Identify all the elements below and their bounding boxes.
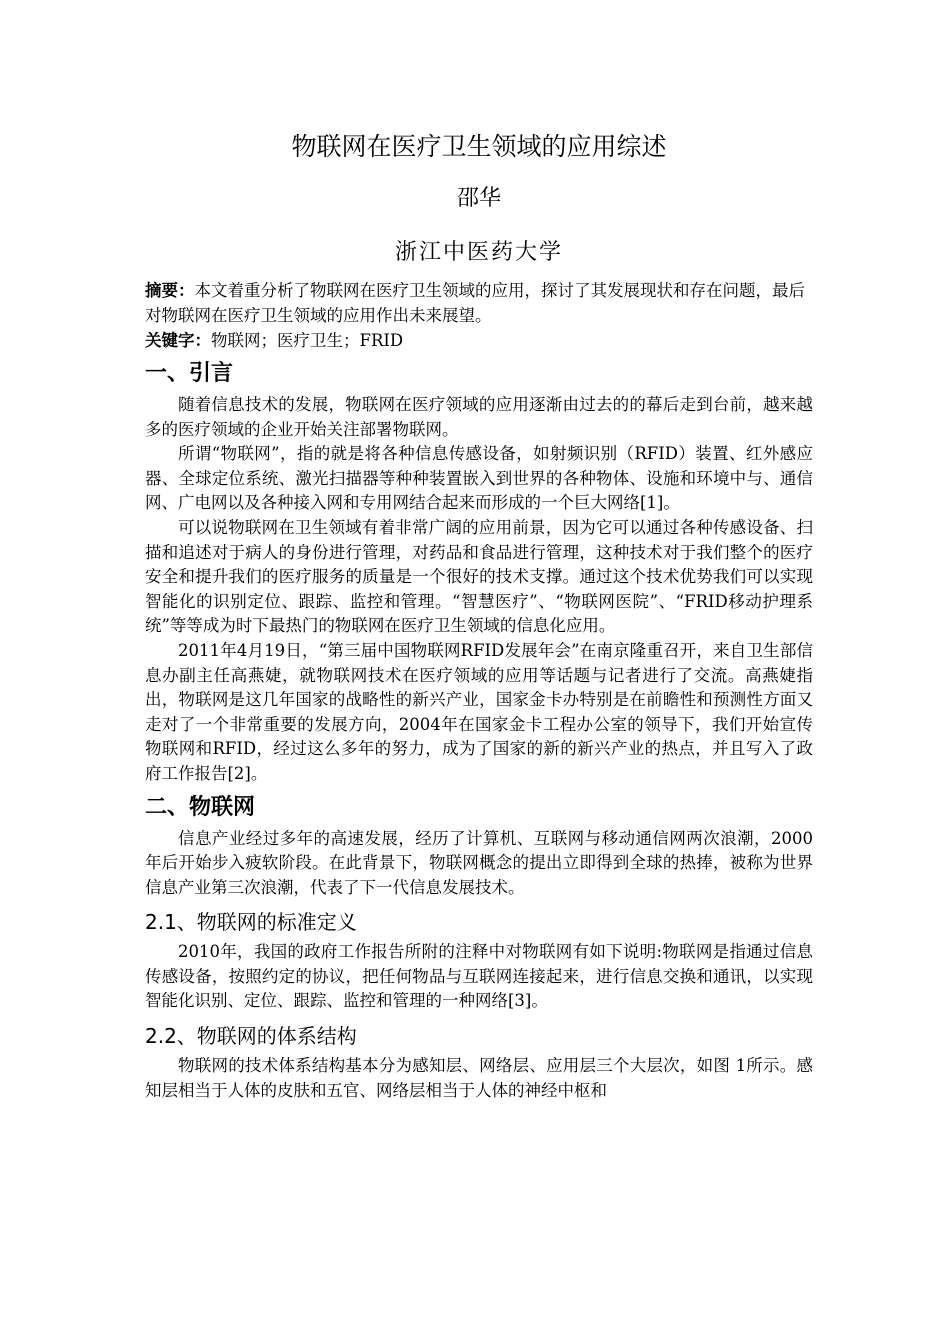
paper-title: 物联网在医疗卫生领域的应用综述 xyxy=(291,132,667,161)
author-name: 邵华 xyxy=(456,186,501,211)
abstract-label: 摘要： xyxy=(145,281,195,300)
subsection-heading-architecture: 2.2、物联网的体系结构 xyxy=(145,1024,357,1049)
definition-paragraph: 2010年，我国的政府工作报告所附的注释中对物联网有如下说明:物联网是指通过信息传感设备，按照约定的协议，把任何物品与互联网连接起来，进行信息交换和通讯，以实现智能化识别、定位、跟踪、监控和管理的一种网络[3]。 xyxy=(145,942,813,1011)
subsection-heading-definition: 2.1、物联网的标准定义 xyxy=(145,910,357,935)
keywords xyxy=(145,328,813,353)
author-affiliation: 浙江中医药大学 xyxy=(394,240,563,265)
intro-paragraph-1: 随着信息技术的发展，物联网在医疗领域的应用逐渐由过去的的幕后走到台前，越来越多的医疗领域的企业开始关注部署物联网。 xyxy=(145,395,813,439)
abstract xyxy=(145,278,813,328)
keywords-text: 物联网；医疗卫生；FRID xyxy=(211,331,404,350)
intro-paragraph-3: 可以说物联网在卫生领域有着非常广阔的应用前景，因为它可以通过各种传感设备、扫描和追述对于病人的身份进行管理，对药品和食品进行管理，这种技术对于我们整个的医疗安全和提升我们的医疗服务的质量是一个很好的技术支撑。通过这个技术优势我们可以实现智能化的识别定位、跟踪、监控和管理。“智慧医疗”、“物联网医院”、“FRID移动护理系统”等等成为时下最热门的物联网在医疗卫生领域的信息化应用。 xyxy=(145,517,813,636)
intro-paragraph-4: 2011年4月19日，“第三届中国物联网RFID发展年会”在南京隆重召开，来自卫生部信息办副主任高燕婕，就物联网技术在医疗领域的应用等话题与记者进行了交流。高燕婕指出，物联网是这几年国家的战略性的新兴产业，国家金卡办特别是在前瞻性和预测性方面又走对了一个非常重要的发展方向，2004年在国家金卡工程办公室的领导下，我们开始宣传物联网和RFID，经过这么多年的努力，成为了国家的新的新兴产业的热点，并且写入了政府工作报告[2]。 xyxy=(145,640,813,783)
iot-paragraph-1: 信息产业经过多年的高速发展，经历了计算机、互联网与移动通信网两次浪潮，2000年后开始步入疲软阶段。在此背景下，物联网概念的提出立即得到全球的热捧，被称为世界信息产业第三次浪潮，代表了下一代信息发展技术。 xyxy=(145,828,813,897)
architecture-paragraph: 物联网的技术体系结构基本分为感知层、网络层、应用层三个大层次，如图 1所示。感知层相当于人体的皮肤和五官、网络层相当于人体的神经中枢和 xyxy=(145,1056,813,1100)
section-heading-iot: 二、物联网 xyxy=(145,794,256,820)
intro-paragraph-2: 所谓“物联网”，指的就是将各种信息传感设备，如射频识别（RFID）装置、红外感应器、全球定位系统、激光扫描器等种种装置嵌入到世界的各种物体、设施和环境中与、通信网、广电网以及各种接入网和专用网结合起来而形成的一个巨大网络[1]。 xyxy=(145,444,813,513)
section-heading-introduction: 一、引言 xyxy=(145,361,234,386)
keywords-label: 关键字： xyxy=(145,331,211,350)
paper-body xyxy=(145,130,813,1103)
abstract-text: 本文着重分析了物联网在医疗卫生领域的应用，探讨了其发展现状和存在问题，最后对物联网在医疗卫生领域的应用作出未来展望。 xyxy=(145,281,805,325)
